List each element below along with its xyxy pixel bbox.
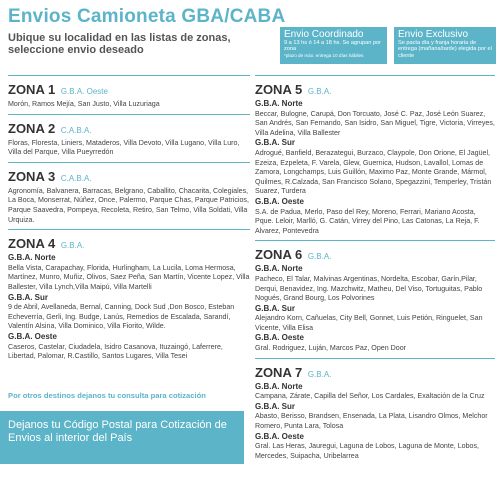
zone-5-name: ZONA 5 bbox=[255, 82, 303, 97]
zone-4-region: G.B.A. bbox=[60, 241, 85, 251]
zone-7-norte-localities: Campana, Zárate, Capilla del Señor, Los Cardales, Exaltación de la Cruz bbox=[255, 392, 485, 401]
zone-1-name: ZONA 1 bbox=[8, 82, 56, 97]
zone-7-oeste-title: G.B.A. Oeste bbox=[255, 431, 304, 441]
zone-1-region: G.B.A. Oeste bbox=[60, 87, 108, 96]
zone-6-norte-title: G.B.A. Norte bbox=[255, 264, 303, 274]
zone-4-heading bbox=[8, 237, 250, 253]
zone-5-norte-title: G.B.A. Norte bbox=[255, 99, 303, 108]
envio-coordinado-note: *plazo de máx. entrega 10 días hábiles bbox=[284, 52, 364, 58]
zone-4-oeste-localities: Caseros, Castelar, Ciudadela, Isidro Casanova, Ituzaingó, Laferrere, Libertad, Palomar, R.Castillo, Santos Lugares, Villa Tesei bbox=[8, 342, 223, 361]
zone-5-oeste-localities: S.A. de Padua, Merlo, Paso del Rey, Moreno, Ferrari, Mariano Acosta, Pque. Leloir, Marlló, G. Catán, Virrey del Pino, Las Catonas, La Reja, F. Alvarez, Pontevedra bbox=[255, 207, 480, 235]
zone-2-region: C.A.B.A. bbox=[60, 125, 92, 135]
interior-quote-banner[interactable]: Dejanos tu Código Postal para Cotización de Envios al interior del País bbox=[0, 411, 244, 464]
other-destinations-link[interactable]: Por otros destinos dejanos tu consulta para cotización bbox=[8, 391, 206, 400]
zone-1-localities: Morón, Ramos Mejía, San Justo, Villa Luzuriaga bbox=[8, 100, 160, 108]
zones-left-column bbox=[8, 75, 250, 366]
zone-4-sur-localities: 9 de Abril, Avellaneda, Bernal, Canning, Dock Sud ,Don Bosco, Esteban Echeverría, Gerli, Ing. Budge, Lanús, Remedios de Escalada, Sarandí, Valentín Alsina, Villa Dominico, Villa Fiorito, Wilde. bbox=[8, 303, 235, 331]
envio-coordinado-box[interactable] bbox=[280, 27, 387, 64]
zone-3-heading bbox=[8, 170, 250, 186]
zone-6 bbox=[255, 240, 495, 353]
zone-2 bbox=[8, 114, 250, 158]
zone-4-sur-title: G.B.A. Sur bbox=[8, 292, 49, 302]
page-title: Envios Camioneta GBA/CABA bbox=[8, 6, 286, 27]
zone-4 bbox=[8, 229, 250, 362]
zone-6-norte-localities: Pacheco, El Talar, Malvinas Argentinas, Nordelta, Escobar, Garín,Pilar, Derqui, Benavidez, Ing. Mazchwitz, Matheu, Del Viso, Tortuguitas, Pablo Nogués, Grand Bourg, Los Polvorines bbox=[255, 274, 483, 303]
envio-coordinado-text: 9 a 13 hs ó 14 a 18 hs. Se agrupan por zona bbox=[284, 40, 382, 53]
zone-3-region: C.A.B.A. bbox=[60, 173, 92, 183]
zone-7 bbox=[255, 358, 495, 462]
zone-1 bbox=[8, 75, 250, 110]
zone-7-oeste-localities: Gral. Las Heras, Jauregui, Laguna de Lobos, Laguna de Monte, Lobos, Mercedes, Suipacha, Uribelarrea bbox=[255, 442, 480, 460]
zone-5 bbox=[255, 75, 495, 236]
zone-4-oeste-title: G.B.A. Oeste bbox=[8, 331, 57, 341]
zone-1-heading bbox=[8, 83, 250, 99]
zone-7-sur-localities: Abasto, Berisso, Brandsen, Ensenada, La Plata, Lisandro Olmos, Melchor Romero, Punta Lara, Tolosa bbox=[255, 412, 488, 431]
envio-coordinado-title: Envio Coordinado bbox=[284, 29, 364, 40]
zone-4-norte-localities: Bella Vista, Carapachay, Florida, Hurlingham, La Lucila, Loma Hermosa, Martínez, Munro, Muñiz, Olivos, Saez Peña, San Martín, Vicente Lopez, Villa Ballester, Villa Lynch,Villa Maipú, Villa Martelli bbox=[8, 263, 250, 291]
zone-6-sur-title: G.B.A. Sur bbox=[255, 303, 296, 313]
envio-exclusivo-text: Se pacta día y franja horaria de entrega (mañana/tarde) elegida por el cliente bbox=[398, 40, 492, 59]
zone-2-heading bbox=[8, 122, 250, 138]
zone-6-region: G.B.A. bbox=[307, 252, 332, 262]
envio-exclusivo-box[interactable] bbox=[394, 27, 496, 64]
zone-5-sur-title: G.B.A. Sur bbox=[255, 138, 296, 148]
zone-5-heading bbox=[255, 83, 495, 99]
zone-5-region: G.B.A. bbox=[307, 87, 332, 96]
zone-6-oeste-title: G.B.A. Oeste bbox=[255, 333, 304, 343]
zone-3 bbox=[8, 162, 250, 225]
zones-right-column bbox=[255, 75, 495, 465]
zone-4-norte-title: G.B.A. Norte bbox=[8, 253, 56, 263]
zone-5-oeste-title: G.B.A. Oeste bbox=[255, 196, 304, 206]
zone-7-norte-title: G.B.A. Norte bbox=[255, 381, 303, 391]
zone-6-name: ZONA 6 bbox=[255, 247, 303, 263]
zone-3-localities: Agronomía, Balvanera, Barracas, Belgrano, Caballito, Chacarita, Colegiales, La Boca, Monserrat, Núñez, Once, Palermo, Parque Chas, Parque Patricios, Parque Saavedra, Pompeya, Recoleta, Retiro, San Telmo, Villa Soldati, Villa Urquiza. bbox=[8, 186, 249, 224]
zone-2-localities: Floras, Floresta, Liniers, Mataderos, Villa Devoto, Villa Lugano, Villa Luro, Villa del Parque, Villa Pueyrredón bbox=[8, 138, 240, 157]
zone-6-sur-localities: Alejandro Korn, Cañuelas, City Bell, Gonnet, Luis Petión, Ringuelet, San Vicente, Villa Elisa bbox=[255, 314, 483, 332]
zone-5-sur-localities: Adrogué, Banfield, Berazategui, Burzaco, Claypole, Don Orione, El Jagüel, Ezeiza, Ezpeleta, F. Varela, Glew, Guernica, Hudson, Lavallol, Lomas de Zamora, Longchamps, Luis Guillón, Maximo Paz, Monte Grande, Mármol, Quilmes, R.Calzada, San Francisco Solano, Spegazzini, Temperley, Tristán Suarez, Turdera bbox=[255, 148, 492, 196]
zone-6-oeste-localities: Gral. Rodriguez, Luján, Marcos Paz, Open Door bbox=[255, 344, 407, 353]
zone-4-name: ZONA 4 bbox=[8, 236, 56, 252]
zone-5-norte-localities: Beccar, Bulogne, Carupá, Don Torcuato, José C. Paz, José León Suarez, San Andrés, San Fernando, San Isidro, San Miguel, Tigre, Victoria, Virreyes, Villa Adelina, Villa Ballester bbox=[255, 109, 495, 137]
zone-2-name: ZONA 2 bbox=[8, 120, 56, 136]
zone-3-name: ZONA 3 bbox=[8, 168, 56, 184]
zone-7-name: ZONA 7 bbox=[255, 364, 303, 380]
zone-7-sur-title: G.B.A. Sur bbox=[255, 401, 296, 411]
zone-7-heading bbox=[255, 366, 495, 382]
page-subtitle: Ubique su localidad en las listas de zonas, seleccione envio deseado bbox=[8, 32, 231, 56]
zone-7-region: G.B.A. bbox=[307, 369, 332, 379]
envio-exclusivo-title: Envio Exclusivo bbox=[398, 29, 469, 40]
zone-6-heading bbox=[255, 248, 495, 264]
